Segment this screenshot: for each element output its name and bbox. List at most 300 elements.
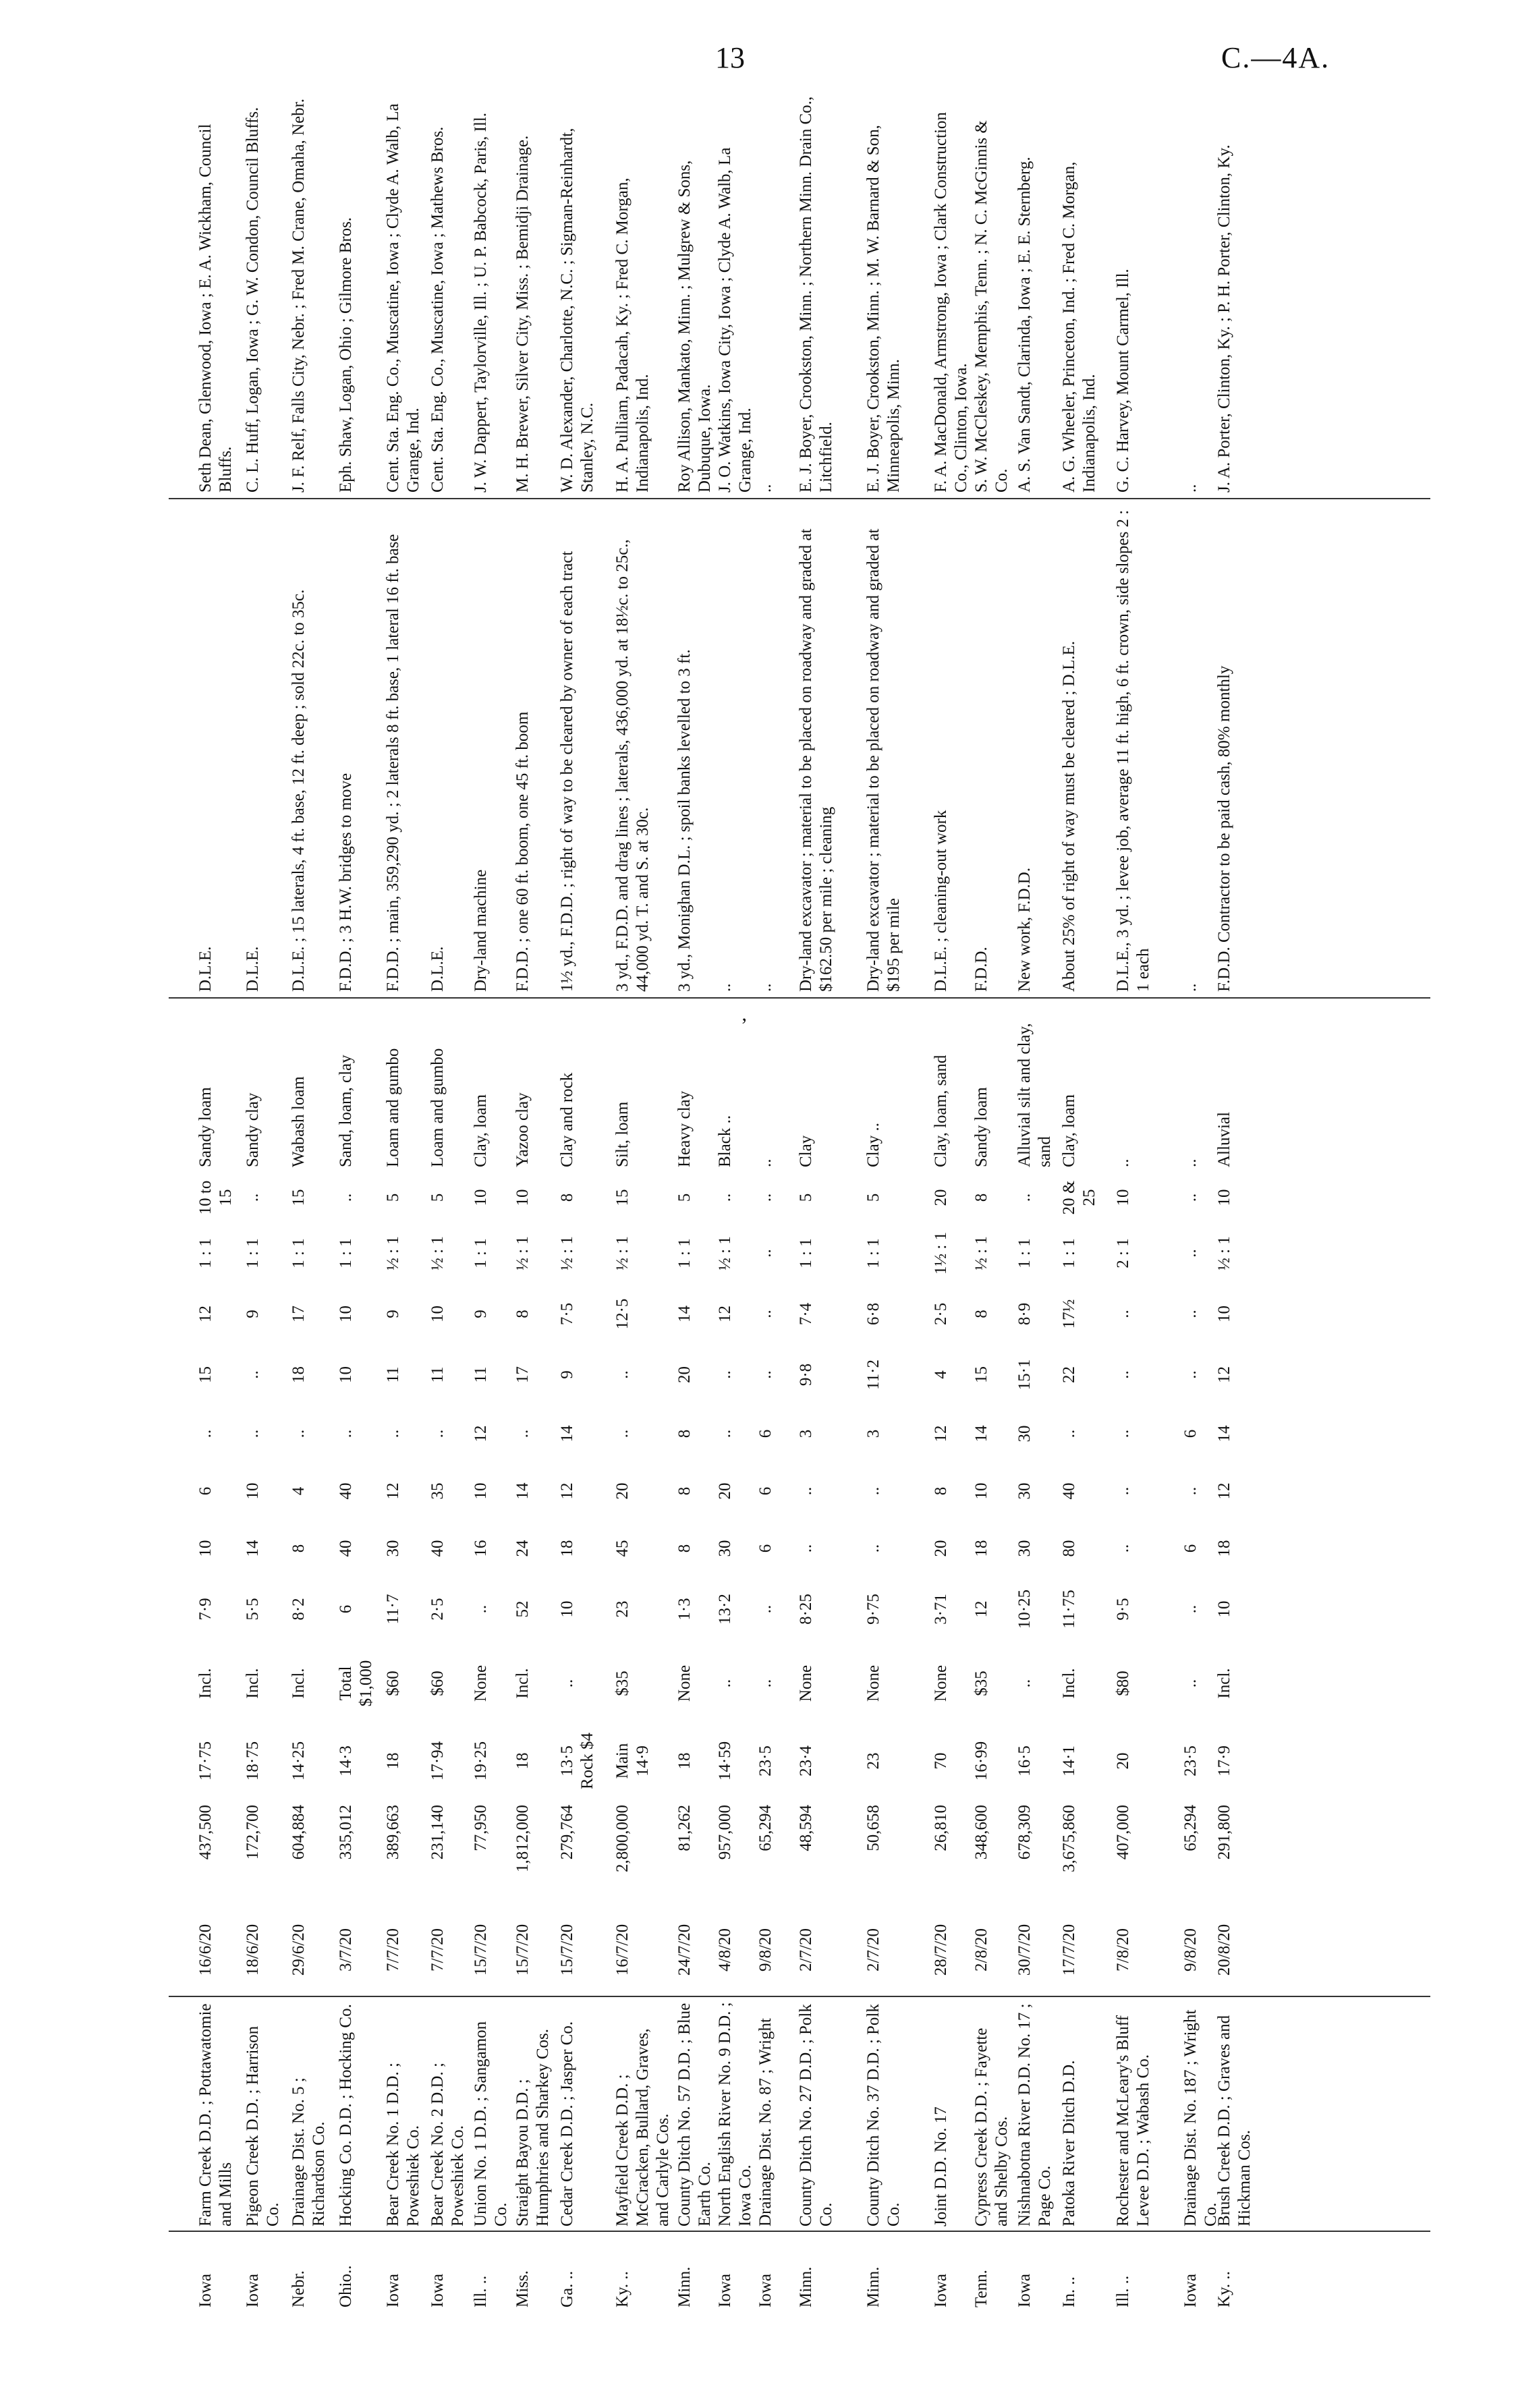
value-cell: .. bbox=[797, 1486, 815, 1496]
volume-cell: 389,663 bbox=[384, 1805, 402, 1860]
value-cell: .. bbox=[384, 1429, 402, 1438]
date-cell: 16/6/20 bbox=[196, 1924, 215, 1976]
price-cell: 20 bbox=[1114, 1752, 1132, 1770]
value-cell: 6 bbox=[1181, 1544, 1200, 1553]
soil-cell: Clay, loam bbox=[472, 1094, 490, 1167]
price-cell: 23·5 bbox=[756, 1745, 775, 1776]
state-cell: Iowa bbox=[756, 2274, 775, 2307]
value-cell: 2·5 bbox=[428, 1598, 447, 1621]
contractor-cell: W. D. Alexander, Charlotte, N.C. ; Sigman-Reinhardt, Stanley, N.C. bbox=[558, 128, 596, 493]
value-cell: .. bbox=[756, 1604, 775, 1614]
value-cell: 18 bbox=[558, 1540, 576, 1557]
date-cell: 2/7/20 bbox=[864, 1928, 882, 1971]
volume-cell: 335,012 bbox=[337, 1805, 355, 1860]
volume-cell: 65,294 bbox=[756, 1805, 775, 1851]
state-cell: Iowa bbox=[932, 2274, 950, 2307]
value-cell: 8 bbox=[675, 1544, 694, 1553]
name-cell: County Ditch No. 27 D.D. ; Polk Co. bbox=[797, 2004, 835, 2227]
column-rule bbox=[169, 997, 1430, 999]
date-cell: 7/7/20 bbox=[428, 1928, 447, 1971]
remarks-cell: D.L.E. bbox=[196, 946, 215, 992]
state-cell: Nebr. bbox=[289, 2270, 308, 2307]
value-cell: 3 bbox=[864, 1429, 882, 1438]
soil-cell: Clay bbox=[797, 1135, 815, 1167]
value-cell: .. bbox=[797, 1544, 815, 1553]
value-cell: .. bbox=[864, 1486, 882, 1496]
volume-cell: 65,294 bbox=[1181, 1805, 1200, 1851]
clearing-cell: $80 bbox=[1114, 1671, 1132, 1696]
value-cell: 10 bbox=[244, 1482, 262, 1500]
date-cell: 30/7/20 bbox=[1015, 1924, 1034, 1976]
value-cell: .. bbox=[513, 1429, 532, 1438]
state-cell: Ky. .. bbox=[613, 2271, 632, 2307]
volume-cell: 1,812,000 bbox=[513, 1805, 532, 1872]
price-cell: 23·4 bbox=[797, 1745, 815, 1776]
value-cell: 5·5 bbox=[244, 1598, 262, 1621]
value-cell: .. bbox=[864, 1544, 882, 1553]
value-cell: 14 bbox=[558, 1425, 576, 1443]
name-cell: Rochester and McLeary's Bluff Levee D.D. ; Wabash Co. bbox=[1114, 2015, 1152, 2227]
name-cell: Pigeon Creek D.D. ; Harrison Co. bbox=[244, 2025, 282, 2227]
volume-cell: 172,700 bbox=[244, 1805, 262, 1860]
value-cell: 8·25 bbox=[797, 1594, 815, 1625]
volume-cell: 291,800 bbox=[1215, 1805, 1233, 1860]
value-cell: 6 bbox=[756, 1486, 775, 1496]
value-cell: 10 bbox=[337, 1306, 355, 1322]
remarks-cell: About 25% of right of way must be cleared ; D.L.E. bbox=[1060, 640, 1078, 992]
value-cell: 10 bbox=[513, 1189, 532, 1206]
clearing-cell: $60 bbox=[428, 1671, 447, 1696]
remarks-cell: Dry-land excavator ; material to be placed on roadway and graded at $162.50 per mile ; cleaning bbox=[797, 528, 835, 992]
value-cell: 8 bbox=[972, 1193, 990, 1202]
value-cell: 11 bbox=[472, 1366, 490, 1383]
contractor-cell: E. J. Boyer, Crookston, Minn. ; Northern Minn. Drain Co., Litchfield. bbox=[797, 96, 835, 493]
value-cell: .. bbox=[716, 1370, 734, 1379]
name-cell: Patoka River Ditch D.D. bbox=[1060, 2060, 1078, 2227]
contractor-cell: J. F. Relf, Falls City, Nebr. ; Fred M. Crane, Omaha, Nebr. bbox=[289, 99, 308, 493]
price-cell: 18 bbox=[675, 1752, 694, 1770]
slope-cell: ½ : 1 bbox=[384, 1236, 402, 1270]
contractor-cell: .. bbox=[1181, 484, 1200, 493]
value-cell: 8 bbox=[932, 1486, 950, 1496]
value-cell: 8 bbox=[513, 1310, 532, 1318]
date-cell: 15/7/20 bbox=[513, 1924, 532, 1976]
clearing-cell: .. bbox=[1015, 1679, 1034, 1688]
value-cell: 11·2 bbox=[864, 1360, 882, 1390]
remarks-cell: F.D.D. ; one 60 ft. boom, one 45 ft. boom bbox=[513, 711, 532, 992]
remarks-cell: D.L.E. bbox=[244, 946, 262, 992]
volume-cell: 279,764 bbox=[558, 1805, 576, 1860]
volume-cell: 81,262 bbox=[675, 1805, 694, 1851]
price-cell: 23·5 bbox=[1181, 1745, 1200, 1776]
clearing-cell: Total $1,000 bbox=[337, 1660, 375, 1707]
price-cell: 14·25 bbox=[289, 1741, 308, 1781]
soil-cell: Silt, loam bbox=[613, 1101, 632, 1167]
volume-cell: 348,600 bbox=[972, 1805, 990, 1860]
value-cell: 14 bbox=[513, 1482, 532, 1500]
remarks-cell: New work, F.D.D. bbox=[1015, 867, 1034, 992]
value-cell: 17 bbox=[289, 1306, 308, 1322]
value-cell: .. bbox=[1114, 1544, 1132, 1553]
value-cell: 9·8 bbox=[797, 1363, 815, 1387]
value-cell: .. bbox=[1015, 1193, 1034, 1202]
volume-cell: 2,800,000 bbox=[613, 1805, 632, 1872]
state-cell: In. .. bbox=[1060, 2276, 1078, 2307]
slope-cell: ½ : 1 bbox=[428, 1236, 447, 1270]
remarks-cell: .. bbox=[716, 983, 734, 992]
contractor-cell: S. W. McCleskey, Memphis, Tenn. ; N. C. McGinnis & Co. bbox=[972, 120, 1011, 493]
slope-cell: 1 : 1 bbox=[244, 1238, 262, 1268]
clearing-cell: None bbox=[864, 1664, 882, 1702]
value-cell: 8·9 bbox=[1015, 1302, 1034, 1326]
value-cell: 40 bbox=[337, 1482, 355, 1500]
slope-cell: 1 : 1 bbox=[1015, 1238, 1034, 1268]
date-cell: 28/7/20 bbox=[932, 1924, 950, 1976]
value-cell: 15 bbox=[196, 1366, 215, 1383]
soil-cell: Wabash loam bbox=[289, 1076, 308, 1167]
state-cell: Iowa bbox=[196, 2274, 215, 2307]
value-cell: 8·2 bbox=[289, 1598, 308, 1621]
value-cell: 13·2 bbox=[716, 1594, 734, 1625]
name-cell: Drainage Dist. No. 187 ; Wright Co. bbox=[1181, 2009, 1220, 2227]
name-cell: Joint D.D. No. 17 bbox=[932, 2106, 950, 2227]
state-cell: Iowa bbox=[1015, 2274, 1034, 2307]
price-cell: 16·5 bbox=[1015, 1745, 1034, 1776]
soil-cell: Clay and rock bbox=[558, 1072, 576, 1167]
value-cell: .. bbox=[289, 1429, 308, 1438]
value-cell: 17 bbox=[513, 1366, 532, 1383]
value-cell: 7·4 bbox=[797, 1302, 815, 1326]
volume-cell: 3,675,860 bbox=[1060, 1805, 1078, 1872]
date-cell: 7/7/20 bbox=[384, 1928, 402, 1971]
date-cell: 3/7/20 bbox=[337, 1928, 355, 1971]
remarks-cell: .. bbox=[756, 983, 775, 992]
state-cell: Miss. bbox=[513, 2270, 532, 2307]
soil-cell: Loam and gumbo bbox=[384, 1048, 402, 1167]
clearing-cell: Incl. bbox=[1060, 1668, 1078, 1699]
value-cell: 14 bbox=[244, 1540, 262, 1557]
value-cell: 6 bbox=[196, 1486, 215, 1496]
value-cell: .. bbox=[716, 1429, 734, 1438]
remarks-cell: D.L.E. bbox=[428, 946, 447, 992]
remarks-cell: D.L.E. ; cleaning-out work bbox=[932, 810, 950, 992]
value-cell: 10 bbox=[558, 1600, 576, 1618]
value-cell: 16 bbox=[472, 1540, 490, 1557]
value-cell: 6·8 bbox=[864, 1302, 882, 1326]
value-cell: 5 bbox=[384, 1193, 402, 1202]
date-cell: 18/6/20 bbox=[244, 1924, 262, 1976]
soil-cell: Clay, loam, sand bbox=[932, 1055, 950, 1167]
price-cell: 17·75 bbox=[196, 1741, 215, 1781]
date-cell: 9/8/20 bbox=[756, 1928, 775, 1971]
volume-cell: 77,950 bbox=[472, 1805, 490, 1851]
value-cell: 12 bbox=[472, 1425, 490, 1443]
remarks-cell: F.D.D. ; 3 H.W. bridges to move bbox=[337, 773, 355, 992]
remarks-cell: 1½ yd., F.D.D. ; right of way to be cleared by owner of each tract bbox=[558, 551, 576, 992]
value-cell: 4 bbox=[289, 1486, 308, 1496]
remarks-cell: Dry-land excavator ; material to be placed on roadway and graded at $195 per mile bbox=[864, 528, 903, 992]
value-cell: 4 bbox=[932, 1370, 950, 1379]
date-cell: 17/7/20 bbox=[1060, 1924, 1078, 1976]
value-cell: 15 bbox=[972, 1366, 990, 1383]
soil-cell: Clay .. bbox=[864, 1123, 882, 1167]
value-cell: 20 & 25 bbox=[1060, 1180, 1098, 1215]
slope-cell: ½ : 1 bbox=[1215, 1236, 1233, 1270]
date-cell: 29/6/20 bbox=[289, 1924, 308, 1976]
remarks-cell: F.D.D. ; main, 359,290 yd. ; 2 laterals 8 ft. base, 1 lateral 16 ft. base bbox=[384, 534, 402, 992]
soil-cell: Sandy loam bbox=[196, 1087, 215, 1167]
date-cell: 15/7/20 bbox=[472, 1924, 490, 1976]
clearing-cell: $35 bbox=[613, 1671, 632, 1696]
value-cell: 12 bbox=[972, 1600, 990, 1618]
remarks-cell: D.L.E., 3 yd. ; levee job, average 11 ft. high, 6 ft. crown, side slopes 2 : 1 each bbox=[1114, 509, 1152, 992]
value-cell: .. bbox=[756, 1370, 775, 1379]
soil-cell: .. bbox=[1114, 1158, 1132, 1167]
remarks-cell: F.D.D. Contractor to be paid cash, 80% monthly bbox=[1215, 665, 1233, 992]
value-cell: 9·5 bbox=[1114, 1598, 1132, 1621]
clearing-cell: .. bbox=[716, 1679, 734, 1688]
date-cell: 2/8/20 bbox=[972, 1928, 990, 1971]
soil-cell: Alluvial bbox=[1215, 1112, 1233, 1167]
soil-cell: Alluvial silt and clay, sand bbox=[1015, 1023, 1054, 1167]
name-cell: Farm Creek D.D. ; Pottawatomie and Mills bbox=[196, 2003, 235, 2227]
value-cell: 10 bbox=[1215, 1189, 1233, 1206]
value-cell: 17½ bbox=[1060, 1299, 1078, 1329]
clearing-cell: None bbox=[797, 1664, 815, 1702]
remarks-cell: F.D.D. bbox=[972, 947, 990, 992]
state-cell: Iowa bbox=[244, 2274, 262, 2307]
value-cell: 23 bbox=[613, 1600, 632, 1618]
value-cell: 10 bbox=[428, 1306, 447, 1322]
volume-cell: 48,594 bbox=[797, 1805, 815, 1851]
value-cell: 6 bbox=[756, 1544, 775, 1553]
price-cell: 19·25 bbox=[472, 1741, 490, 1781]
value-cell: 11 bbox=[428, 1366, 447, 1383]
value-cell: .. bbox=[1114, 1486, 1132, 1496]
volume-cell: 407,000 bbox=[1114, 1805, 1132, 1860]
value-cell: 8 bbox=[972, 1310, 990, 1318]
value-cell: 11·7 bbox=[384, 1594, 402, 1625]
date-cell: 2/7/20 bbox=[797, 1928, 815, 1971]
value-cell: .. bbox=[1060, 1429, 1078, 1438]
value-cell: 3·71 bbox=[932, 1594, 950, 1625]
value-cell: 12 bbox=[196, 1306, 215, 1322]
state-cell: Iowa bbox=[384, 2274, 402, 2307]
value-cell: 20 bbox=[932, 1540, 950, 1557]
volume-cell: 231,140 bbox=[428, 1805, 447, 1860]
value-cell: .. bbox=[244, 1193, 262, 1202]
contractor-cell: Cent. Sta. Eng. Co., Muscatine, Iowa ; Clyde A. Walb, La Grange, Ind. bbox=[384, 103, 422, 493]
name-cell: North English River No. 9 D.D. ; Iowa Co. bbox=[716, 2002, 754, 2227]
soil-cell: Heavy clay bbox=[675, 1090, 694, 1167]
value-cell: 12·5 bbox=[613, 1298, 632, 1330]
soil-cell: .. bbox=[756, 1158, 775, 1167]
contractor-cell: J. A. Porter, Clinton, Ky. ; P. H. Porter, Clinton, Ky. bbox=[1215, 144, 1233, 493]
value-cell: 8 bbox=[289, 1544, 308, 1553]
contractor-cell: M. H. Brewer, Silver City, Miss. ; Bemidji Drainage. bbox=[513, 135, 532, 493]
value-cell: .. bbox=[1114, 1429, 1132, 1438]
price-cell: 18·75 bbox=[244, 1741, 262, 1781]
stray-mark: ’ bbox=[741, 1014, 748, 1036]
value-cell: 20 bbox=[716, 1482, 734, 1500]
clearing-cell: Incl. bbox=[513, 1668, 532, 1699]
value-cell: .. bbox=[1181, 1604, 1200, 1614]
price-cell: Main 14·9 bbox=[613, 1743, 652, 1779]
slope-cell: ½ : 1 bbox=[513, 1236, 532, 1270]
state-cell: Tenn. bbox=[972, 2270, 990, 2307]
value-cell: .. bbox=[337, 1193, 355, 1202]
remarks-cell: 3 yd., F.D.D. and drag lines ; laterals, 436,000 yd. at 18½c. to 25c., 44,000 yd. T. and S. at 30c. bbox=[613, 539, 652, 992]
date-cell: 9/8/20 bbox=[1181, 1928, 1200, 1971]
clearing-cell: None bbox=[675, 1664, 694, 1702]
value-cell: 8 bbox=[675, 1486, 694, 1496]
value-cell: 1·3 bbox=[675, 1598, 694, 1621]
value-cell: 3 bbox=[797, 1429, 815, 1438]
state-cell: Minn. bbox=[864, 2266, 882, 2307]
value-cell: 30 bbox=[716, 1540, 734, 1557]
value-cell: 30 bbox=[1015, 1540, 1034, 1557]
value-cell: 9 bbox=[472, 1310, 490, 1318]
name-cell: Drainage Dist. No. 5 ; Richardson Co. bbox=[289, 2077, 328, 2227]
value-cell: 14 bbox=[675, 1306, 694, 1322]
contractor-cell: Cent. Sta. Eng. Co., Muscatine, Iowa ; Mathews Bros. bbox=[428, 126, 447, 493]
value-cell: 10 bbox=[196, 1540, 215, 1557]
state-cell: Ga. .. bbox=[558, 2270, 576, 2307]
value-cell: .. bbox=[756, 1193, 775, 1202]
column-rule bbox=[169, 498, 1430, 499]
value-cell: 11·75 bbox=[1060, 1590, 1078, 1629]
value-cell: 40 bbox=[1060, 1482, 1078, 1500]
value-cell: 8 bbox=[558, 1193, 576, 1202]
slope-cell: ½ : 1 bbox=[558, 1236, 576, 1270]
value-cell: 30 bbox=[384, 1540, 402, 1557]
name-cell: Nishnabotna River D.D. No. 17 ; Page Co. bbox=[1015, 2003, 1054, 2227]
slope-cell: 1½ : 1 bbox=[932, 1231, 950, 1275]
slope-cell: ½ : 1 bbox=[716, 1236, 734, 1270]
value-cell: 18 bbox=[289, 1366, 308, 1383]
contractor-cell: H. A. Pulliam, Padacah, Ky. ; Fred C. Morgan, Indianapolis, Ind. bbox=[613, 177, 652, 493]
name-cell: Bear Creek No. 1 D.D. ; Poweshiek Co. bbox=[384, 2063, 422, 2227]
soil-cell: Black .. bbox=[716, 1115, 734, 1167]
value-cell: .. bbox=[1181, 1193, 1200, 1202]
state-cell: Ill. .. bbox=[472, 2275, 490, 2307]
value-cell: 10 bbox=[972, 1482, 990, 1500]
clearing-cell: Incl. bbox=[196, 1668, 215, 1699]
contractor-cell: F. A. MacDonald, Armstrong, Iowa ; Clark Construction Co., Clinton, Iowa. bbox=[932, 112, 970, 493]
value-cell: 14 bbox=[972, 1425, 990, 1443]
date-cell: 24/7/20 bbox=[675, 1924, 694, 1976]
clearing-cell: .. bbox=[558, 1679, 576, 1688]
value-cell: 2·5 bbox=[932, 1302, 950, 1326]
contractor-cell: Roy Allison, Mankato, Minn. ; Mulgrew & Sons, Dubuque, Iowa. bbox=[675, 160, 714, 493]
value-cell: 22 bbox=[1060, 1366, 1078, 1383]
slope-cell: 2 : 1 bbox=[1114, 1238, 1132, 1268]
contractor-cell: G. C. Harvey, Mount Carmel, Ill. bbox=[1114, 269, 1132, 493]
value-cell: 7·5 bbox=[558, 1302, 576, 1326]
soil-cell: .. bbox=[1181, 1158, 1200, 1167]
date-cell: 16/7/20 bbox=[613, 1924, 632, 1976]
slope-cell: ½ : 1 bbox=[972, 1236, 990, 1270]
clearing-cell: Incl. bbox=[244, 1668, 262, 1699]
value-cell: 6 bbox=[337, 1604, 355, 1614]
price-cell: 17·94 bbox=[428, 1741, 447, 1781]
column-rule bbox=[169, 1996, 1430, 1997]
date-cell: 15/7/20 bbox=[558, 1924, 576, 1976]
volume-cell: 50,658 bbox=[864, 1805, 882, 1851]
price-cell: 14·1 bbox=[1060, 1745, 1078, 1776]
contractor-cell: A. G. Wheeler, Princeton, Ind. ; Fred C. Morgan, Indianapolis, Ind. bbox=[1060, 161, 1098, 493]
value-cell: 10 bbox=[1114, 1189, 1132, 1206]
value-cell: 5 bbox=[864, 1193, 882, 1202]
value-cell: 12 bbox=[716, 1306, 734, 1322]
value-cell: 10 bbox=[1215, 1306, 1233, 1322]
contractor-cell: Seth Dean, Glenwood, Iowa ; E. A. Wickham, Council Bluffs. bbox=[196, 123, 235, 493]
value-cell: .. bbox=[1114, 1370, 1132, 1379]
value-cell: 10·25 bbox=[1015, 1589, 1034, 1629]
price-cell: 13·5 Rock $4 bbox=[558, 1732, 596, 1790]
name-cell: Cypress Creek D.D. ; Fayette and Shelby Cos. bbox=[972, 2027, 1011, 2227]
page-reference: C.—4A. bbox=[1221, 41, 1330, 74]
price-cell: 14·3 bbox=[337, 1745, 355, 1776]
soil-cell: Loam and gumbo bbox=[428, 1048, 447, 1167]
remarks-cell: Dry-land machine bbox=[472, 869, 490, 992]
soil-cell: Yazoo clay bbox=[513, 1092, 532, 1167]
slope-cell: 1 : 1 bbox=[864, 1238, 882, 1268]
value-cell: .. bbox=[1181, 1310, 1200, 1318]
contractor-cell: J. O. Watkins, Iowa City, Iowa ; Clyde A. Walb, La Grange, Ind. bbox=[716, 147, 754, 493]
value-cell: .. bbox=[716, 1193, 734, 1202]
volume-cell: 437,500 bbox=[196, 1805, 215, 1860]
state-cell: Minn. bbox=[797, 2266, 815, 2307]
value-cell: 8 bbox=[675, 1429, 694, 1438]
name-cell: Mayfield Creek D.D. ; McCracken, Bullard, Graves, and Carlyle Cos. bbox=[613, 2028, 672, 2227]
price-cell: 18 bbox=[513, 1752, 532, 1770]
clearing-cell: .. bbox=[756, 1679, 775, 1688]
name-cell: County Ditch No. 57 D.D. ; Blue Earth Co. bbox=[675, 2003, 714, 2227]
date-cell: 20/8/20 bbox=[1215, 1924, 1233, 1976]
state-cell: Iowa bbox=[1181, 2274, 1200, 2307]
contracts-table bbox=[169, 88, 1430, 2314]
slope-cell: .. bbox=[756, 1249, 775, 1258]
price-cell: 17·9 bbox=[1215, 1745, 1233, 1776]
date-cell: 4/8/20 bbox=[716, 1928, 734, 1971]
value-cell: 9 bbox=[244, 1310, 262, 1318]
state-cell: Ohio.. bbox=[337, 2265, 355, 2307]
name-cell: Union No. 1 D.D. ; Sangamon Co. bbox=[472, 2021, 510, 2227]
value-cell: 30 bbox=[1015, 1482, 1034, 1500]
name-cell: Brush Creek D.D. ; Graves and Hickman Cos. bbox=[1215, 2015, 1254, 2227]
clearing-cell: $35 bbox=[972, 1671, 990, 1696]
value-cell: 6 bbox=[1181, 1429, 1200, 1438]
price-cell: 23 bbox=[864, 1752, 882, 1770]
remarks-cell: 3 yd., Monighan D.L. ; spoil banks levelled to 3 ft. bbox=[675, 649, 694, 992]
value-cell: 80 bbox=[1060, 1540, 1078, 1557]
slope-cell: 1 : 1 bbox=[337, 1238, 355, 1268]
contractor-cell: C. L. Huff, Logan, Iowa ; G. W. Condon, Council Bluffs. bbox=[244, 107, 262, 493]
value-cell: .. bbox=[1181, 1370, 1200, 1379]
value-cell: .. bbox=[472, 1604, 490, 1614]
name-cell: Drainage Dist. No. 87 ; Wright bbox=[756, 2018, 775, 2227]
slope-cell: 1 : 1 bbox=[289, 1238, 308, 1268]
value-cell: 12 bbox=[384, 1482, 402, 1500]
price-cell: 16·99 bbox=[972, 1741, 990, 1781]
volume-cell: 604,884 bbox=[289, 1805, 308, 1860]
value-cell: .. bbox=[613, 1370, 632, 1379]
slope-cell: 1 : 1 bbox=[196, 1238, 215, 1268]
value-cell: .. bbox=[428, 1429, 447, 1438]
value-cell: 9 bbox=[384, 1310, 402, 1318]
value-cell: .. bbox=[337, 1429, 355, 1438]
